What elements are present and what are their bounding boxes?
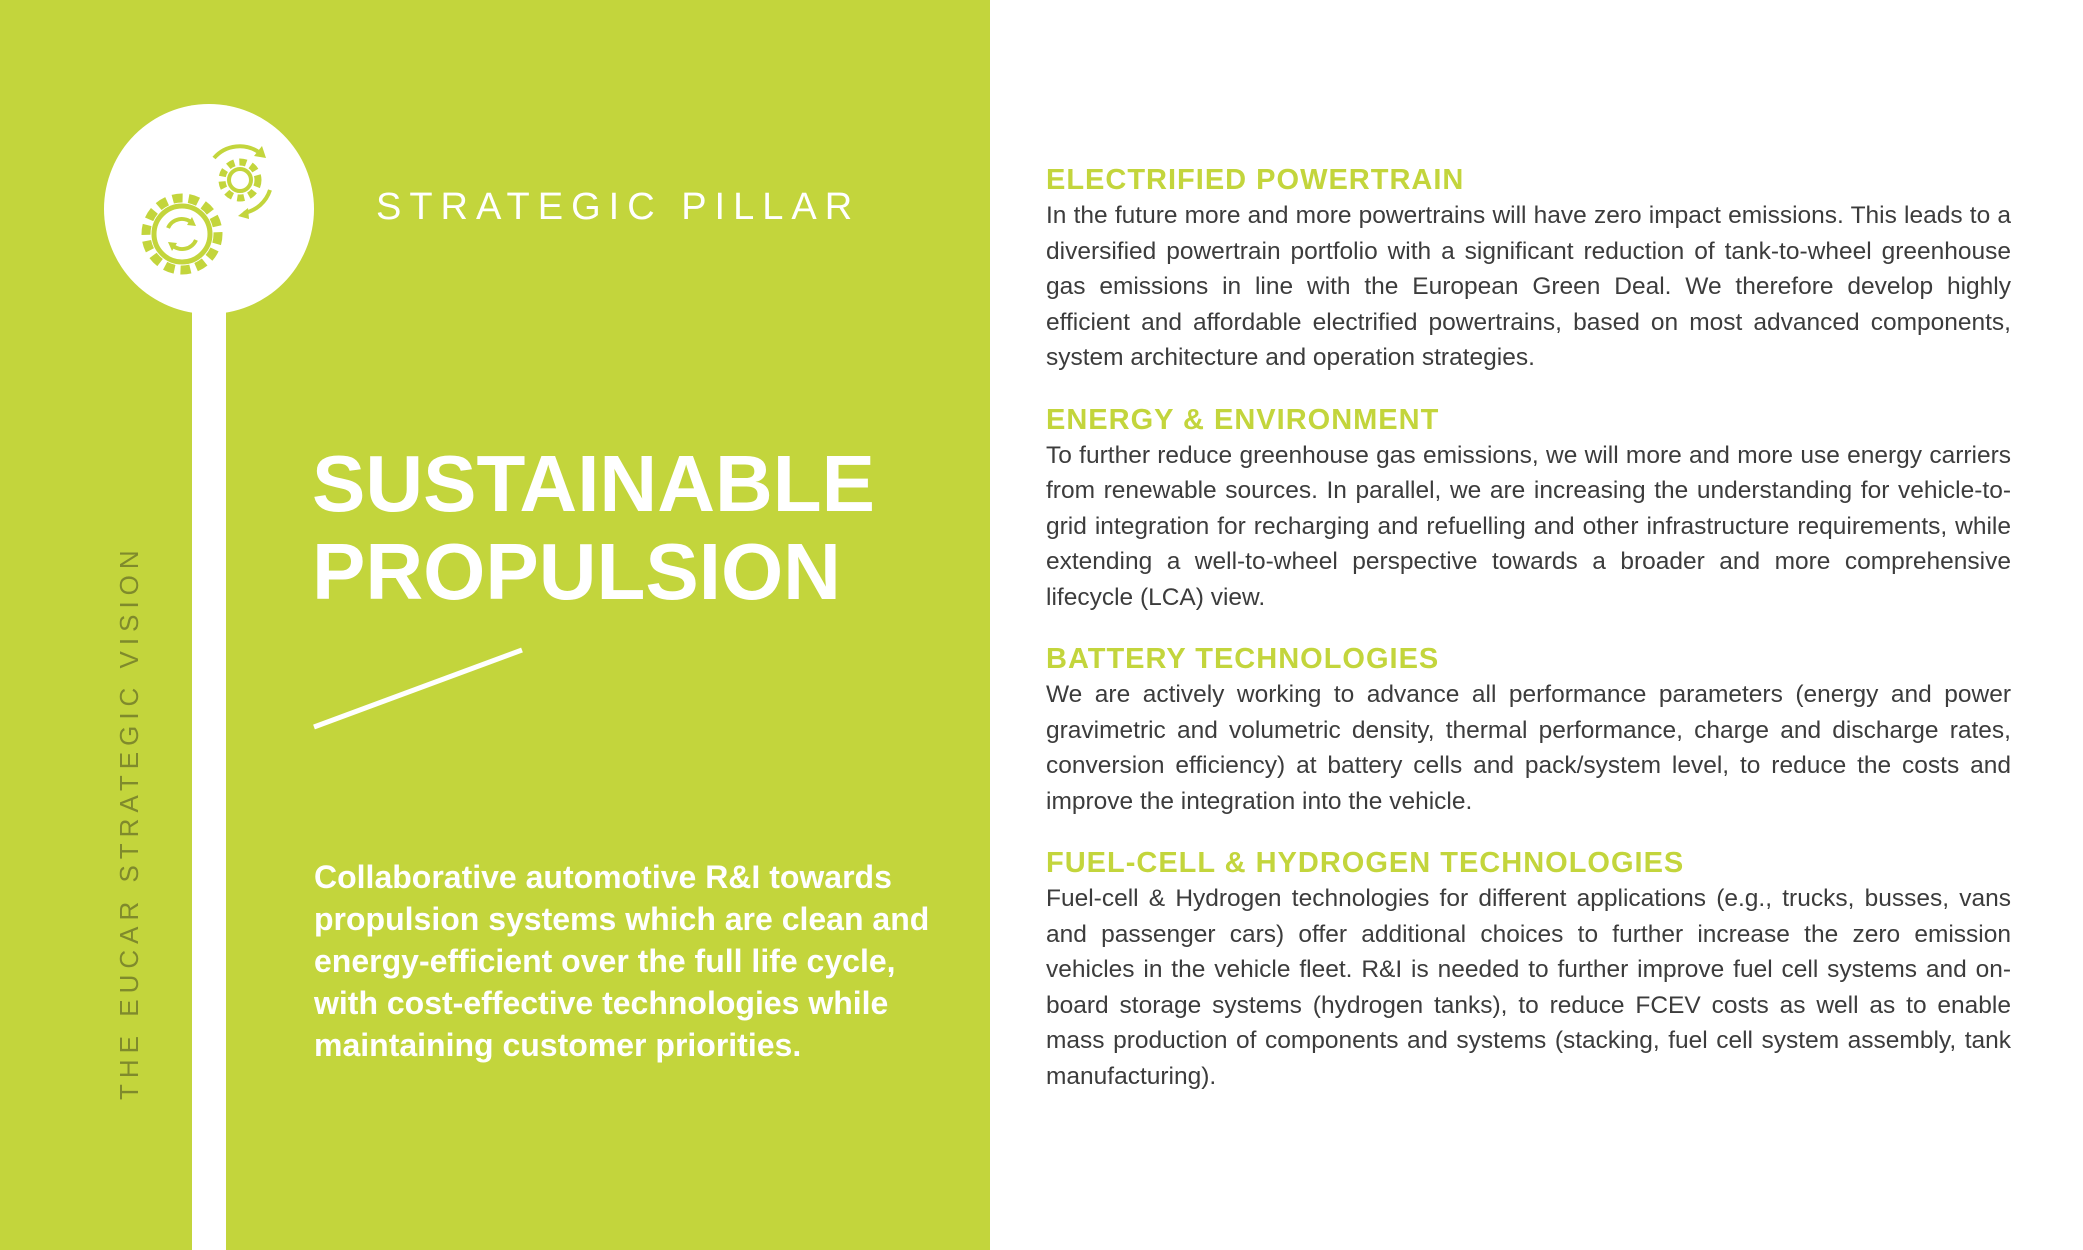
icon-badge — [104, 104, 314, 314]
pillar-label: STRATEGIC PILLAR — [376, 186, 861, 228]
section-energy-environment — [1046, 402, 2011, 616]
section-body: In the future more and more powertrains will have zero impact emissions. This leads to a diversified powertrain portfolio with a significant reduction of tank-to-wheel greenhouse gas emissions in line with the European Green Deal. We therefore develop highly efficient and affordable electrified powertrains, based on most advanced components, system architecture and operation strategies. — [1046, 202, 2011, 371]
section-heading: ELECTRIFIED POWERTRAIN — [1046, 164, 1465, 196]
page-title — [312, 440, 875, 616]
section-heading: FUEL-CELL & HYDROGEN TECHNOLOGIES — [1046, 847, 1685, 879]
section-heading: BATTERY TECHNOLOGIES — [1046, 643, 1440, 675]
title-line-1: SUSTAINABLE — [312, 439, 875, 528]
title-line-2: PROPULSION — [312, 527, 841, 616]
section-heading: ENERGY & ENVIRONMENT — [1046, 403, 1440, 436]
tagline: Collaborative automotive R&I towards propulsion systems which are clean and energy-efficient over the full life cycle, with cost-effective technologies while maintaining customer priorities. — [314, 859, 930, 1063]
left-panel — [0, 0, 990, 1250]
section-body: Fuel-cell & Hydrogen technologies for different applications (e.g., trucks, busses, vans and passenger cars) offer additional choices to further increase the zero emission vehicles in the vehicle fleet. R&I is needed to further improve fuel cell systems and on-board storage systems (hydrogen tanks), to reduce FCEV costs as well as to enable mass production of components and systems (stacking, fuel cell system assembly, tank manufacturing). — [1046, 885, 2011, 1090]
section-battery-technologies — [1046, 641, 2011, 819]
section-body: To further reduce greenhouse gas emissions, we will more and more use energy carriers from renewable sources. In parallel, we are increasing the understanding for vehicle-to-grid integration for recharging and refuelling and other infrastructure requirements, while extending a well-to-wheel perspective towards a broader and more comprehensive lifecycle (LCA) view. — [1046, 441, 2011, 611]
vertical-side-label: THE EUCAR STRATEGIC VISION — [114, 544, 144, 1100]
gears-cycle-icon — [104, 104, 314, 314]
section-body: We are actively working to advance all performance parameters (energy and power gravimetric and volumetric density, thermal performance, charge and discharge rates, conversion efficiency) at battery cells and pack/system level, to reduce the costs and improve the integration into the vehicle. — [1046, 681, 2011, 815]
content-column — [1046, 162, 2011, 1120]
section-electrified-powertrain — [1046, 162, 2011, 376]
section-fuel-cell-hydrogen — [1046, 845, 2011, 1094]
vertical-bar-decoration — [192, 290, 226, 1250]
slash-divider — [312, 640, 528, 732]
